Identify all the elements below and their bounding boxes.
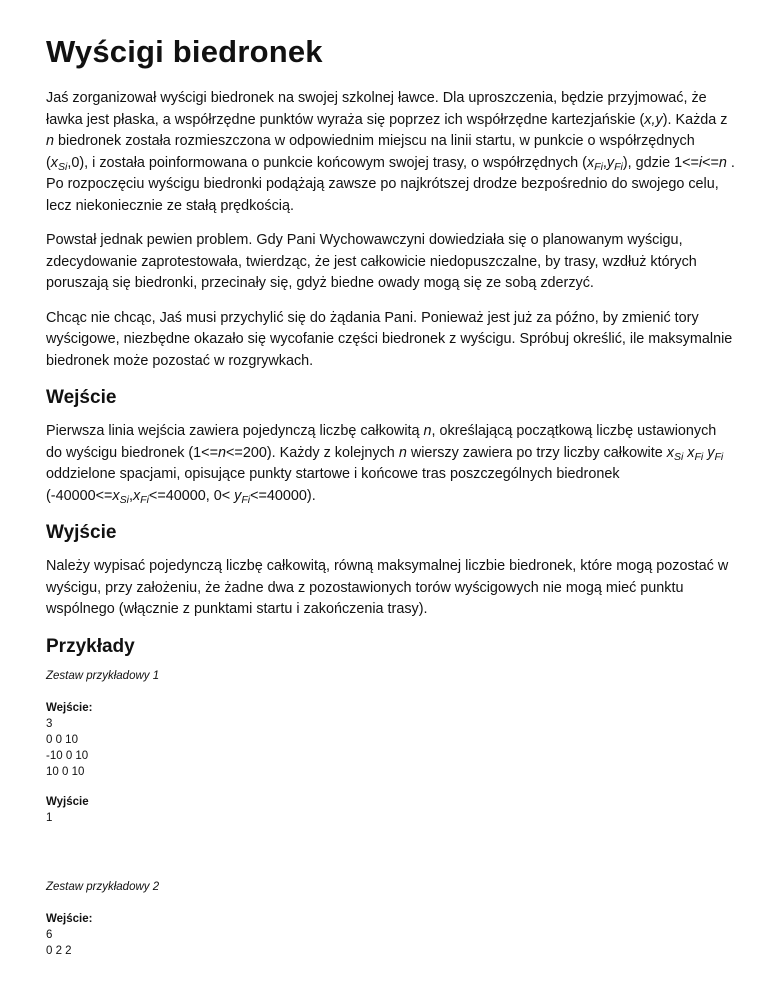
math-var: x: [687, 444, 695, 461]
math-var: n: [218, 444, 227, 461]
math-var: x: [112, 487, 120, 504]
text-run: ,: [602, 154, 607, 171]
math-subscript: Si: [58, 160, 68, 173]
example-set-1-output: [46, 796, 736, 826]
math-var: x,y: [644, 111, 663, 128]
example-set-2-label: Zestaw przykładowy 2: [46, 880, 160, 893]
math-subscript: Fi: [140, 493, 149, 506]
document-page: [46, 0, 736, 975]
text-run: <=40000, 0<: [148, 487, 235, 504]
input-heading: Wejście: [46, 387, 117, 408]
io-line: 0 2 2: [46, 944, 72, 957]
output-heading: Wyjście: [46, 522, 117, 543]
example-set-1-input: [46, 702, 736, 780]
math-var: x: [50, 154, 58, 171]
intro-paragraph-2: Powstał jednak pewien problem. Gdy Pani Wychowawczyni dowiedziała się o planowanym wyścigu, zdecydowanie zaprotestowała, twierdząc, że jest całkowicie niedopuszczalne, by trasy, wzdłuż których poruszają się biedronki, przecinały się, gdyż biedne owady mogą się ze sobą zderzyć.: [46, 232, 697, 291]
io-line: 3: [46, 717, 53, 730]
io-line: 1: [46, 811, 53, 824]
math-var: y: [606, 154, 615, 171]
math-var: n: [46, 133, 55, 149]
text-run: ,: [128, 487, 133, 504]
math-var: i: [698, 154, 703, 171]
text-run: biedronek została rozmieszczona w odpowiednim miejscu na linii startu, w punkcie o współrzędnych (: [46, 133, 695, 171]
text-run: ), gdzie 1<=: [622, 154, 699, 171]
text-run: oddzielone spacjami, opisujące punkty startowe i końcowe tras poszczególnych biedronek (-40000<=: [46, 466, 620, 504]
text-run: Pierwsza linia wejścia zawiera pojedynczą liczbę całkowitą: [46, 423, 424, 439]
example-set-1-label: Zestaw przykładowy 1: [46, 669, 160, 682]
text-run: , określającą początkową liczbę ustawionych do wyścigu biedronek (1<=: [46, 423, 717, 461]
text-run: wierszy zawiera po trzy liczby całkowite: [406, 444, 667, 461]
output-paragraph: Należy wypisać pojedynczą liczbę całkowitą, równą maksymalnej liczbie biedronek, które mogą pozostać w wyścigu, przy założeniu, że żadne dwa z pozostawionych torów wyścigowych nie mogą mieć punktu wspólnego (włącznie z punktami startu i zakończenia trasy).: [46, 558, 729, 617]
math-var: n: [398, 444, 407, 461]
io-line: 6: [46, 928, 53, 941]
io-line: 0 0 10: [46, 733, 78, 746]
text-run: ). Każda z: [662, 111, 728, 128]
text-run: ,0), i została poinformowana o punkcie końcowym swojej trasy, o współrzędnych (: [67, 154, 587, 171]
math-subscript: Fi: [614, 160, 623, 173]
input-paragraph: [46, 421, 736, 507]
math-subscript: Si: [673, 450, 684, 463]
text-run: <=40000).: [250, 487, 316, 504]
text-run: Jaś zorganizował wyścigi biedronek na swojej szkolnej ławce. Dla uproszczenia, będzie przyjmować, że ławka jest płaska, a współrzędne punktów wyraża się poprzez ich współrzędne kartezjańskie (: [46, 90, 707, 128]
output-label: Wyjście: [46, 795, 89, 808]
input-label: Wejście:: [46, 912, 93, 925]
math-var: x: [132, 487, 141, 504]
math-subscript: Si: [119, 493, 129, 506]
text-run: <=200). Każdy z kolejnych: [226, 444, 399, 461]
math-subscript: Fi: [594, 160, 603, 173]
math-var: n: [423, 423, 432, 439]
math-var: x: [586, 154, 595, 171]
examples-heading: Przykłady: [46, 635, 135, 657]
text-run: . Po rozpoczęciu wyścigu biedronki podążają zawsze po najkrótszej drodze bezpośrednio do swojego celu, lecz niekoniecznie ze stałą prędkością.: [46, 154, 735, 214]
page-title: Wyścigi biedronek: [46, 34, 323, 69]
example-set-2-input: [46, 913, 736, 959]
math-var: n: [718, 154, 727, 171]
input-label: Wejście:: [46, 701, 93, 714]
math-subscript: Fi: [694, 450, 704, 463]
intro-paragraph-3: Chcąc nie chcąc, Jaś musi przychylić się do żądania Pani. Ponieważ jest już za późno, by zmienić tory wyścigowe, niezbędne okazało się wycofanie części biedronek z wyścigu. Spróbuj określić, ile maksymalnie biedronek może pozostać w rozgrywkach.: [46, 309, 733, 369]
io-line: -10 0 10: [46, 749, 89, 762]
math-var: y: [234, 487, 242, 504]
io-line: 10 0 10: [46, 765, 85, 778]
math-var: x: [666, 444, 674, 461]
text-run: <=: [702, 154, 719, 171]
intro-paragraph-1: [46, 88, 736, 217]
math-subscript: Fi: [241, 493, 251, 506]
math-var: y: [707, 444, 715, 461]
math-subscript: Fi: [714, 450, 724, 463]
